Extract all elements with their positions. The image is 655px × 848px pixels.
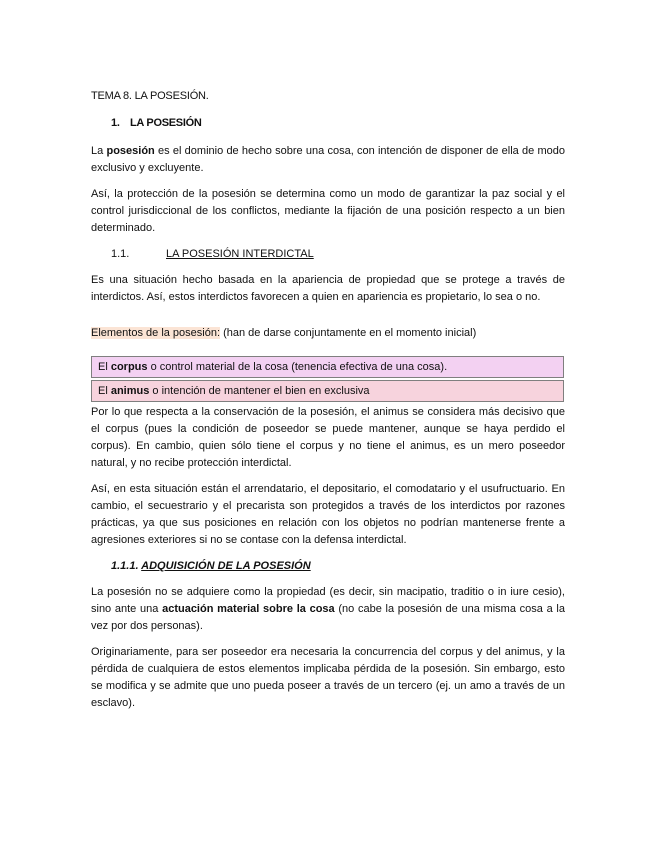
heading-1-1-number: 1.1. [111, 248, 130, 260]
heading-1-1-1 [111, 558, 565, 575]
heading-1 [111, 115, 565, 132]
elements-line [91, 325, 565, 342]
heading-1-1-1-text: ADQUISICIÓN DE LA POSESIÓN [141, 560, 311, 572]
protection-paragraph: Así, la protección de la posesión se determina como un modo de garantizar la paz social y el control jurisdiccional de los conflictos, mediante la fijación de una posición respecto a un bien determinado. [91, 188, 565, 234]
conservation-paragraph: Por lo que respecta a la conservación de la posesión, el animus se considera más decisivo que el corpus (pues la condición de poseedor se puede mantener, aunque se haya perdido el corpus). En cambio, quien sólo tiene el corpus y no tiene el animus, es un mero poseedor natural, y no recibe protección interdictal. [91, 406, 565, 469]
heading-1-number: 1. [111, 117, 120, 129]
corpus-box: El corpus o control material de la cosa (tenencia efectiva de una cosa). [91, 356, 564, 378]
document-title: TEMA 8. LA POSESIÓN. [91, 90, 209, 102]
animus-box: El animus o intención de mantener el bien en exclusiva [91, 380, 564, 402]
heading-1-1-1-number: 1.1.1. [111, 560, 142, 572]
elements-highlight: Elementos de la posesión: [91, 327, 221, 339]
elements-note: (han de darse conjuntamente en el momento inicial) [220, 327, 477, 339]
interdictal-paragraph: Es una situación hecho basada en la apariencia de propiedad que se protege a través de interdictos. Así, estos interdictos favorecen a quien en apariencia es propietario, lo sea o no. [91, 274, 565, 303]
acquisition-paragraph: La posesión no se adquiere como la propiedad (es decir, sin macipatio, traditio o in iure cesio), sino ante una actuación material sobre la cosa (no cabe la posesión de una misma cosa a la vez por dos personas). [91, 586, 565, 632]
arrendatario-paragraph: Así, en esta situación están el arrendatario, el depositario, el comodatario y el usufructuario. En cambio, el secuestrario y el precarista son protegidos a través de los interdictos por razones prácticas, ya que sus posiciones en relación con los objetos no podrían mantenerse frente a agresiones exteriores si no se contase con la defensa interdictal. [91, 483, 565, 546]
definition-paragraph: La posesión es el dominio de hecho sobre una cosa, con intención de disponer de ella de modo exclusivo y excluyente. [91, 145, 565, 174]
original-paragraph: Originariamente, para ser poseedor era necesaria la concurrencia del corpus y del animus, y la pérdida de cualquiera de estos elementos implicaba pérdida de la posesión. Sin embargo, esto se modifica y se admite que uno pueda poseer a través de un tercero (ej. un amo a través de un esclavo). [91, 646, 565, 709]
heading-1-text: LA POSESIÓN [130, 117, 202, 129]
heading-1-1 [111, 246, 565, 263]
elements-table [91, 356, 564, 402]
heading-1-1-text: LA POSESIÓN INTERDICTAL [166, 248, 314, 260]
